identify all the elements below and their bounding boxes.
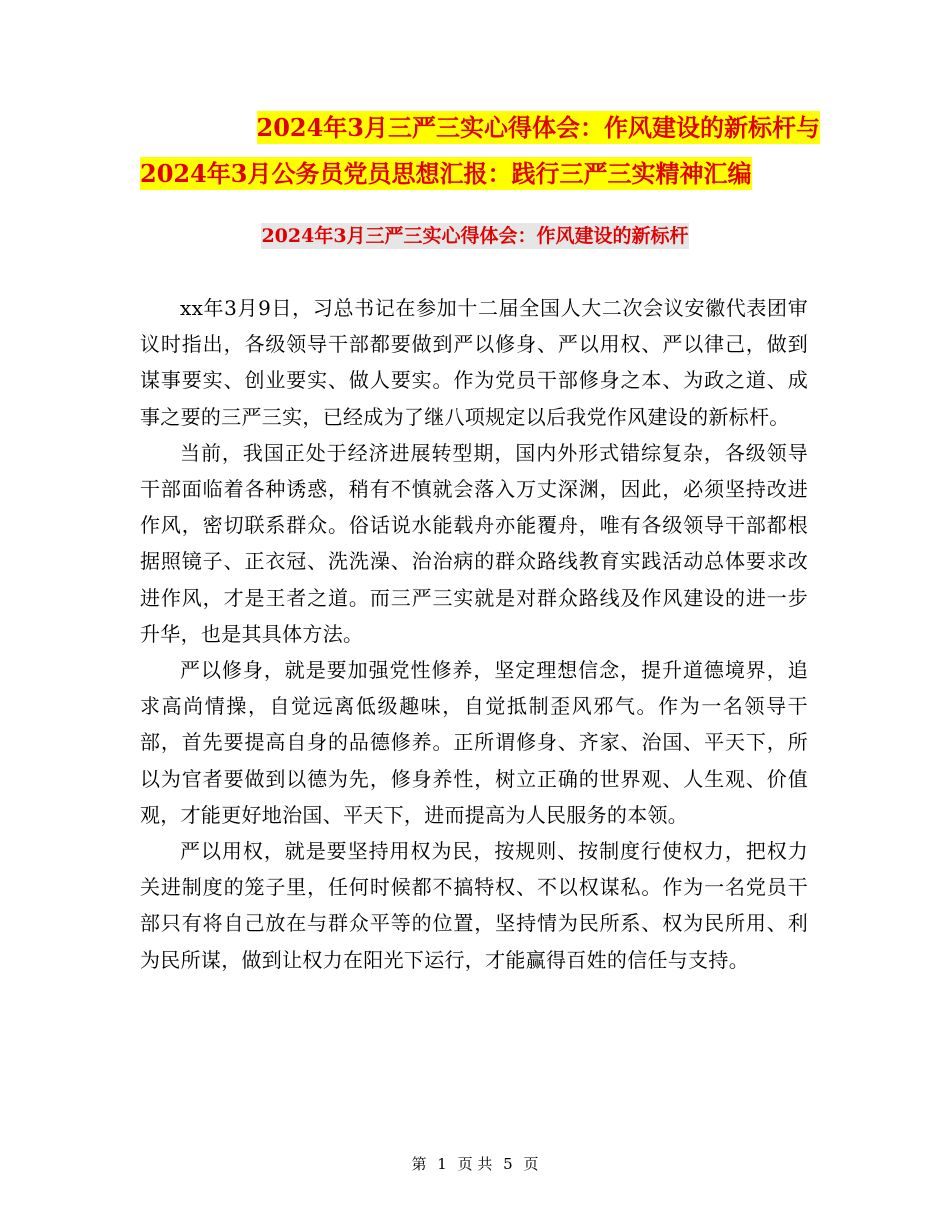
paragraph-1: xx年3月9日，习总书记在参加十二届全国人大二次会议安徽代表团审议时指出，各级领导干部都要做到严以修身、严以用权、严以律己，做到谋事要实、创业要实、做人要实。作为党员干部修身之本、为政之道、成事之要的三严三实，已经成为了继八项规定以后我党作风建设的新标杆。 xyxy=(140,296,808,429)
page-footer xyxy=(0,1153,950,1174)
section-title xyxy=(0,220,950,252)
main-title-line-1 xyxy=(140,112,820,144)
current-page-number: 1 xyxy=(437,1155,447,1173)
main-title-line-1-text: 2024年3月三严三实心得体会：作风建设的新标杆与 xyxy=(256,113,820,142)
section-title-text: 2024年3月三严三实心得体会：作风建设的新标杆 xyxy=(261,225,689,247)
main-title-line-2 xyxy=(140,158,820,190)
paragraph-2: 当前，我国正处于经济进展转型期，国内外形式错综复杂，各级领导干部面临着各种诱惑，稍有不慎就会落入万丈深渊，因此，必须坚持改进作风，密切联系群众。俗话说水能载舟亦能覆舟，唯有各级领导干部都根据照镜子、正衣冠、洗洗澡、治治病的群众路线教育实践活动总体要求改进作风，才是王者之道。而三严三实就是对群众路线及作风建设的进一步升华，也是其具体方法。 xyxy=(140,440,808,646)
page-label-prefix: 第 xyxy=(411,1155,427,1173)
main-title-line-2-text: 2024年3月公务员党员思想汇报：践行三严三实精神汇编 xyxy=(140,159,752,188)
body-text xyxy=(140,290,808,978)
total-pages-number: 5 xyxy=(503,1155,513,1173)
page-label-suffix: 页 xyxy=(523,1155,539,1173)
page-label-mid: 页 共 xyxy=(457,1155,493,1173)
paragraph-3: 严以修身，就是要加强党性修养，坚定理想信念，提升道德境界，追求高尚情操，自觉远离低级趣味，自觉抵制歪风邪气。作为一名领导干部，首先要提高自身的品德修养。正所谓修身、齐家、治国、平天下，所以为官者要做到以德为先，修身养性，树立正确的世界观、人生观、价值观，才能更好地治国、平天下，进而提高为人民服务的本领。 xyxy=(140,658,808,827)
paragraph-4: 严以用权，就是要坚持用权为民，按规则、按制度行使权力，把权力关进制度的笼子里，任何时候都不搞特权、不以权谋私。作为一名党员干部只有将自己放在与群众平等的位置，坚持情为民所系、权为民所用、利为民所谋，做到让权力在阳光下运行，才能赢得百姓的信任与支持。 xyxy=(140,839,808,972)
